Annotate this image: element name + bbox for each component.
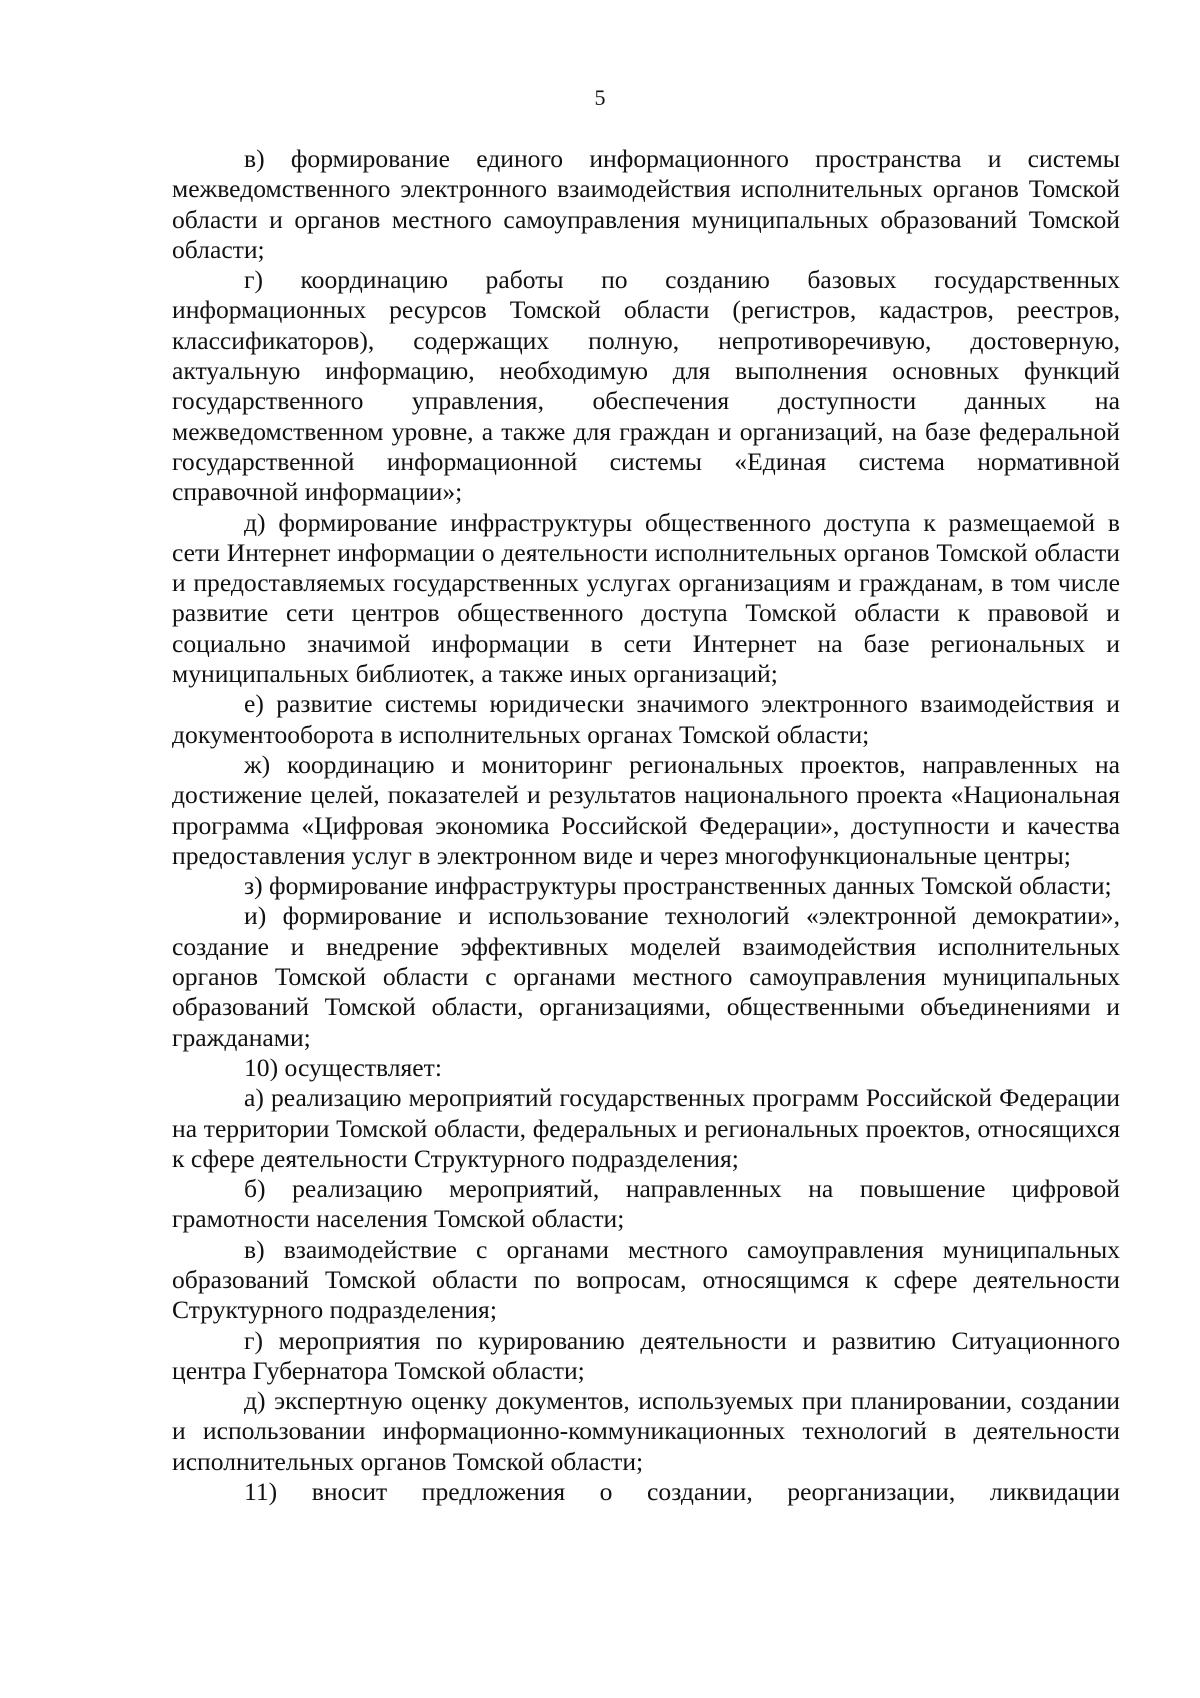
paragraph-v-information-space: в) формирование единого информационного пространства и системы межведомственного электронного взаимодействия исполнительных органов Томской области и органов местного самоуправления муниципальных образований Томской области; [172,144,1120,264]
paragraph-11-proposals: 11) вносит предложения о создании, реорганизации, ликвидации [244,1477,1120,1507]
paragraph-b-digital-literacy: б) реализацию мероприятий, направленных на повышение цифровой грамотности населения Томской области; [172,1174,1120,1234]
paragraph-10-carries-out: 10) осуществляет: [244,1052,442,1082]
paragraph-v-local-government-interaction: в) взаимодействие с органами местного самоуправления муниципальных образований Томской области по вопросам, относящимся к сфере деятельности Структурного подразделения; [172,1234,1120,1325]
paragraph-zh-regional-projects-monitoring: ж) координацию и мониторинг региональных проектов, направленных на достижение целей, показателей и результатов национального проекта «Национальная программа «Цифровая экономика Российской Федерации», доступности и качества предоставления услуг в электронном виде и через многофункциональные центры; [172,749,1120,870]
paragraph-e-electronic-document-flow: е) развитие системы юридически значимого электронного взаимодействия и документооборота в исполнительных органах Томской области; [172,689,1120,749]
page-number: 5 [594,85,606,110]
paragraph-d-public-access-infrastructure: д) формирование инфраструктуры общественного доступа к размещаемой в сети Интернет информации о деятельности исполнительных органов Томской области и предоставляемых государственных услугах организациям и гражданам, в том числе развитие сети центров общественного доступа Томской области к правовой и социально значимой информации в сети Интернет на базе региональных и муниципальных библиотек, а также иных организаций; [172,507,1120,689]
paragraph-a-state-programs: а) реализацию мероприятий государственных программ Российской Федерации на территории Томской области, федеральных и региональных проектов, относящихся к сфере деятельности Структурного подразделения; [172,1083,1120,1173]
paragraph-z-spatial-data-infrastructure: з) формирование инфраструктуры пространственных данных Томской области; [244,871,1112,901]
paragraph-g-situation-center: г) мероприятия по курированию деятельности и развитию Ситуационного центра Губернатора Томской области; [172,1325,1120,1385]
paragraph-d-expert-evaluation: д) экспертную оценку документов, используемых при планировании, создании и использовании информационно-коммуникационных технологий в деятельности исполнительных органов Томской области; [172,1386,1120,1476]
document-body [172,144,1120,1507]
paragraph-g-state-information-resources: г) координацию работы по созданию базовых государственных информационных ресурсов Томской области (регистров, кадастров, реестров, классификаторов), содержащих полную, непротиворечивую, достоверную, актуальную информацию, необходимую для выполнения основных функций государственного управления, обеспечения доступности данных на межведомственном уровне, а также для граждан и организаций, на базе федеральной государственной информационной системы «Единая система нормативной справочной информации»; [172,265,1120,507]
paragraph-i-electronic-democracy: и) формирование и использование технологий «электронной демократии», создание и внедрение эффективных моделей взаимодействия исполнительных органов Томской области с органами местного самоуправления муниципальных образований Томской области, организациями, общественными объединениями и гражданами; [172,901,1120,1052]
